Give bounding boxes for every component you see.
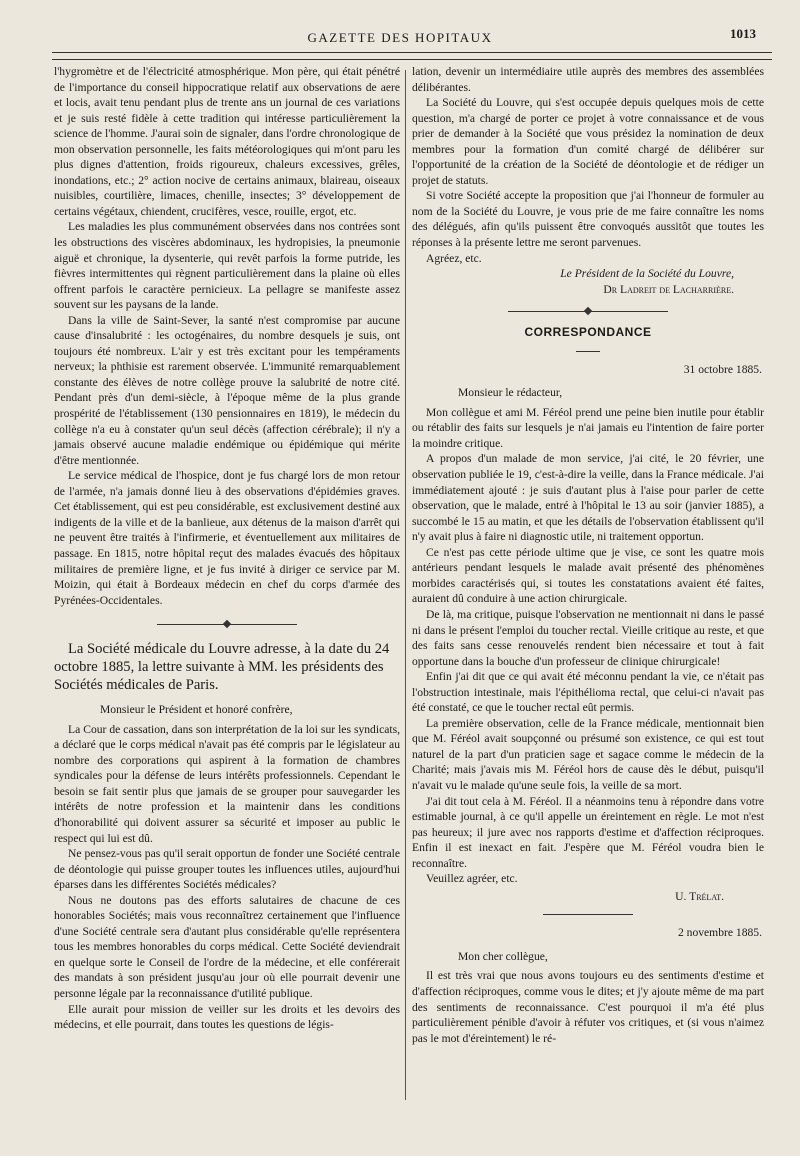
paragraph: Dans la ville de Saint-Sever, la santé n'est compromise par aucune cause d'insalubrité : les octogénaires, du nombre desquels je suis, ont toujours été nombreux. L'air y est très excitant pour les tempéraments nerveux; la phthisie est rarement observée. L'immunité remarquablement constante des élèves de notre collège prouve la salubrité de notre cité. Pendant près d'un demi-siècle, à l'époque même de la plus grande prospérité de l'établissement (130 pensionnaires en 1819), le médecin du collège n'a eu à constater qu'un seul décès (affection cérébrale); il n'y a jamais observé aucune maladie endémique ou épidémique qui mérite d'être mentionnée. bbox=[54, 313, 400, 467]
column-divider bbox=[405, 70, 406, 1100]
page-header bbox=[40, 24, 760, 52]
page-number: 1013 bbox=[730, 26, 756, 41]
section-heading: La Société médicale du Louvre adresse, à la date du 24 octobre 1885, la lettre suivante à MM. les présidents des Sociétés médicales de Paris. bbox=[54, 641, 390, 694]
letter-date: 31 octobre 1885. bbox=[683, 362, 762, 376]
salutation: Mon cher collègue, bbox=[458, 949, 548, 963]
right-column bbox=[412, 64, 764, 1046]
signature-name: Dr Ladreit de Lacharrière. bbox=[603, 282, 734, 296]
paragraph: Agréez, etc. bbox=[426, 251, 482, 265]
ornament-separator bbox=[508, 305, 668, 319]
paragraph: Enfin j'ai dit que ce qui avait été méconnu pendant la vie, ce n'était pas l'obstruction intestinale, mais l'épithélioma rectal, que celui-ci n'avait pas été constaté, ce que le toucher rectal eût permis. bbox=[412, 670, 764, 715]
paragraph: Elle aurait pour mission de veiller sur les droits et les devoirs des médecins, et elle pourrait, dans toutes les questions de légis- bbox=[54, 1002, 400, 1032]
paragraph: Les maladies les plus communément observées dans nos contrées sont les obstructions des viscères abdominaux, les hydropisies, la pneumonie aiguë et chronique, la dysenterie, qui revêt parfois la forme putride, les fièvres intermittentes qui règnent particulièrement dans la plaine où elles offrent parfois le caractère pernicieux. La pellagre se manifeste assez souvent sur les paysans de la lande. bbox=[54, 220, 400, 312]
paragraph: Ne pensez-vous pas qu'il serait opportun de fonder une Société centrale de déontologie qui puisse grouper toutes les influences utiles, aujourd'hui éparses dans les différentes Sociétés médicales? bbox=[54, 847, 400, 892]
paragraph: Il est très vrai que nous avons toujours eu des sentiments d'estime et d'affection réciproques, comme vous le dites; et j'y ajoute même de ma part des sentiments de reconnaissance. C'est pourquoi il m'a été plus particulièrement pénible d'avoir à réfuter vos critiques, et (si vous n'aimez pas le mot d'éreintement) le ré- bbox=[412, 969, 764, 1045]
paragraph: Nous ne doutons pas des efforts salutaires de chacune de ces honorables Sociétés; mais vous reconnaîtrez certainement que l'influence d'une Société centrale sera d'autant plus considérable qu'elle représentera tous les membres honorables du corps médical. Cette Société deviendrait en quelque sorte le Conseil de l'ordre de la médecine, et elle conférerait des mandats à son président jusqu'au jour où elle pourrait devenir une personne légale par la reconnaissance d'utilité publique. bbox=[54, 893, 400, 1000]
paragraph: Si votre Société accepte la proposition que j'ai l'honneur de formuler au nom de la Société du Louvre, je vous prie de me faire connaître les noms des délégués, afin qu'ils puissent être convoqués aussitôt que toutes les réponses à la présente lettre me seront parvenues. bbox=[412, 189, 764, 250]
paragraph: De là, ma critique, puisque l'observation ne mentionnait ni dans le passé ni dans le présent l'emploi du toucher rectal. Vieille critique au reste, et que des faits sans cesse renouvelés rendent bien nécessaire et tout à fait opportune dans la bouche d'un professeur de clinique chirurgicale! bbox=[412, 607, 764, 668]
signature-role: Le Président de la Société du Louvre, bbox=[560, 267, 734, 281]
paragraph: La Cour de cassation, dans son interprétation de la loi sur les syndicats, a déclaré que le corps médical n'avait pas été compris par le législateur au nombre des corporations qui aspirent à la formation de chambres syndicales pour la défense de leurs intérêts professionnels. Cependant le besoin se fait sentir plus que jamais de se grouper pour sauvegarder les intérêts de notre profession et la maintenir dans les conditions d'honorabilité qui doivent assurer sa sécurité et imposer au public le respect qui lui est dû. bbox=[54, 722, 400, 845]
left-column bbox=[54, 64, 400, 1033]
paragraph: lation, devenir un intermédiaire utile auprès des membres des assemblées délibérantes. bbox=[412, 65, 764, 94]
section-title: CORRESPONDANCE bbox=[524, 325, 652, 340]
short-rule bbox=[576, 351, 600, 352]
signature-name: U. Trélat. bbox=[675, 889, 724, 903]
journal-title: GAZETTE DES HOPITAUX bbox=[307, 30, 493, 45]
paragraph: La Société du Louvre, qui s'est occupée depuis quelques mois de cette question, m'a chargé de porter ce projet à votre connaissance et de vous prier de demander à la Société que vous présidez la nomination de deux membres pour la formation d'un comité chargé de délibérer sur l'opportunité de la création de la Société de déontologie et de rédiger un projet de statuts. bbox=[412, 96, 764, 187]
ornament-separator bbox=[157, 618, 297, 632]
salutation: Monsieur le Président et honoré confrère, bbox=[100, 703, 293, 717]
paragraph: J'ai dit tout cela à M. Féréol. Il a néanmoins tenu à répondre dans votre estimable journal, à ce qu'il appelle un éreintement en règle. Le mot n'est pas heureux; il jure avec nos rapports d'estime et d'affection réciproques. Enfin il est inexact en fait. J'espère que M. Féréol voudra bien le reconnaître. bbox=[412, 794, 764, 870]
paragraph: Mon collègue et ami M. Féréol prend une peine bien inutile pour établir ou rétablir des faits sur lesquels je n'ai jamais eu l'intention de faire porter la moindre critique. bbox=[412, 405, 764, 450]
short-rule bbox=[543, 914, 633, 915]
paragraph: La première observation, celle de la France médicale, mentionnait bien que M. Féréol avait soupçonné ou présumé son existence, ce qui est tout naturel de la part d'un praticien sage et sagace comme le médecin de la Charité; mais j'avais mis M. Féréol hors de cause dès le début, puisqu'il n'avait vu le malade qu'une seule fois, la veille de sa mort. bbox=[412, 716, 764, 792]
header-rule bbox=[52, 52, 772, 60]
paragraph: Ce n'est pas cette période ultime que je vise, ce sont les quatre mois antérieurs pendant lesquels le malade avait présenté des phénomènes morbides caractérisés qui, si toutes les constatations avaient été faites, auraient dû conduire à une action chirurgicale. bbox=[412, 545, 764, 606]
letter-date: 2 novembre 1885. bbox=[677, 926, 762, 940]
salutation: Monsieur le rédacteur, bbox=[458, 386, 563, 400]
paragraph: l'hygromètre et de l'électricité atmosphérique. Mon père, qui était pénétré de l'importance du conseil hippocratique relatif aux observations de aere et locis, avait tenu pendant plus de trente ans un journal de ces variations et je suis resté fidèle à cette tradition qui intéresse particulièrement la science de l'homme. J'aurai soin de signaler, dans l'ordre chronologique de mon observation personnelle, les faits météorologiques qui m'ont paru les plus dignes d'attention, froids rigoureux, chaleurs excessives, grêles, inondations, etc.; 2° action nocive de certains animaux, blaireau, oiseaux nuisibles, courtilière, limaces, chenille, insectes; 3° développement de certains végétaux, chiendent, crucifères, vesce, rouille, ergot, etc. bbox=[54, 65, 400, 218]
paragraph: Le service médical de l'hospice, dont je fus chargé lors de mon retour de l'armée, n'a jamais donné lieu à des observations d'épidémies graves. Cet établissement, qui est peu considérable, est exclusivement destiné aux indigents de la ville et de la banlieue, aux détenus de la maison d'arrêt qui ne peuvent être traités à l'infirmerie, et éventuellement aux militaires de passage. En 1815, notre hôpital reçut des malades évacués des hôpitaux militaires de première ligne, et je fus invité à diriger ce service par M. Moizin, qui était à Bordeaux médecin en chef du corps d'armée des Pyrénées-Occidentales. bbox=[54, 469, 400, 607]
paragraph: Veuillez agréer, etc. bbox=[426, 872, 518, 886]
paragraph: A propos d'un malade de mon service, j'ai cité, le 20 février, une observation publiée le 19, c'est-à-dire la veille, dans la France médicale. J'ai immédiatement ajouté : je suis d'autant plus à l'aise pour parler de cette observation, que le malade, entré à l'hôpital le 13 au soir (janvier 1885), a succombé le 15 au matin, et que les détails de l'observation établissent qu'il n'y avait plus à faire ni diagnostic utile, ni traitement opportun. bbox=[412, 452, 764, 544]
